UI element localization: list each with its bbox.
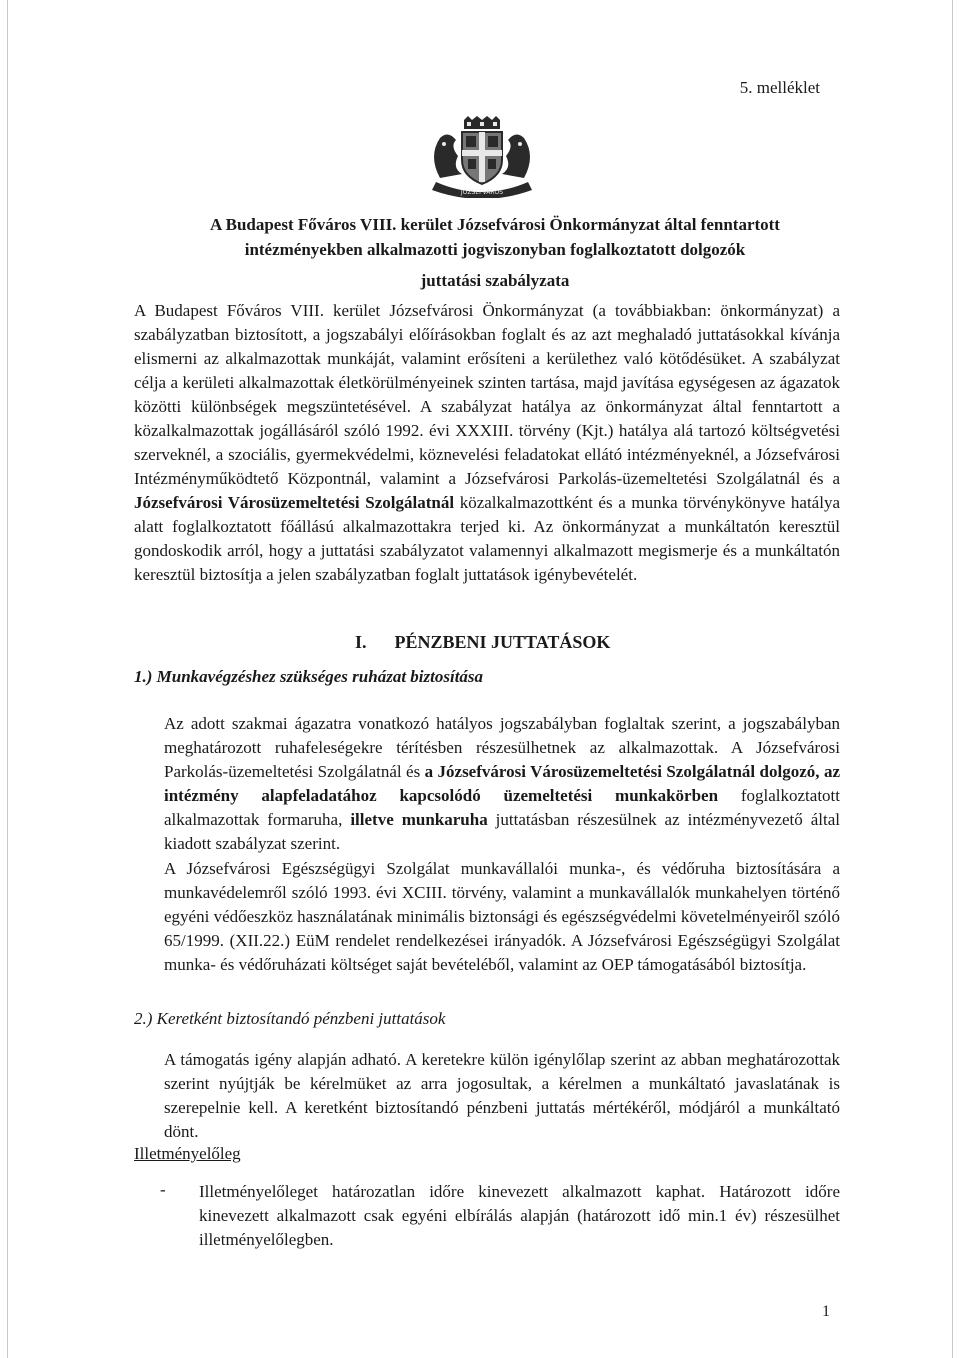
annex-label: 5. melléklet (739, 78, 820, 97)
subsection-1-heading: 1.) Munkavégzéshez szükséges ruházat biztosítása (134, 667, 484, 686)
document-title-line-3: juttatási szabályzata (420, 271, 570, 290)
sub1-text-e: juttatásban részesülnek az intézményvezető által kiadott szabályzat szerint. (164, 810, 840, 853)
intro-text-1: A Budapest Főváros VIII. kerület Józsefvárosi Önkormányzat (a továbbiakban: önkormányzat) a szabályzatban biztosított, a jogszabályi előírásokban foglalt és az azt meghaladó juttatásokkal kívánja elismerni az alkalmazottak munkáját, valamint erősíteni a kerülethez való kötődésüket. A szabályzat célja a kerületi alkalmazottak életkörülményeinek szinten tartása, majd javítása egységesen az ágazatok közötti különbségek megszüntetésével. (134, 301, 840, 416)
salary-advance-text: Illetményelőleget határozatlan időre kinevezett alkalmazott kaphat. Határozott időre kinevezett alkalmazott csak egyéni elbírálás alapján (határozott idő min.1 év) részesülhet illetményelőlegben. (199, 1182, 840, 1249)
subsection-2-heading: 2.) Keretként biztosítandó pénzbeni juttatások (134, 1009, 446, 1028)
sub1-text-b: a Józsefvárosi Városüzemeltetési Szolgálatnál dolgozó, az intézmény alapfeladatához kapcsolódó üzemeltetési munkakörben (164, 762, 840, 805)
intro-paragraph (134, 299, 840, 587)
sub1-text-a: Az adott szakmai ágazatra vonatkozó hatályos jogszabályban foglaltak szerint, a jogszabályban meghatározott ruhafeleségekre térítésben részesülhetnek az alkalmazottak. A Józsefvárosi Parkolás-üzemeltetési Szolgálatnál és (164, 714, 840, 781)
section-number: I. (355, 632, 367, 652)
document-title-line-2: intézményekben alkalmazotti jogviszonyban foglalkoztatott dolgozók (244, 240, 746, 259)
scan-edge-right (952, 0, 953, 1358)
crest-banner-text: JÓZSEFVÁROS (460, 189, 504, 196)
list-dash: - (160, 1180, 166, 1199)
intro-text-2a: A szabályzat hatálya az önkormányzat által fenntartott a közalkalmazottak jogállásáról szóló 1992. évi XXXIII. törvény (Kjt.) hatálya alá tartozó költségvetési szerveknél, a szociális, gyermekvédelmi, köznevelési feladatokat ellátó intézményeknél, a Józsefvárosi Intézményműködtető Központnál, valamint a Józsefvárosi Parkolás-üzemeltetési Szolgálatnál és a (134, 397, 841, 488)
salary-advance-heading: Illetményelőleg (134, 1144, 241, 1163)
intro-text-2c: közalkalmazottként és a munka törvénykönyve hatálya alatt foglalkoztatott főállású alkalmazottakra terjed ki. Az önkormányzat a munkáltatón keresztül gondoskodik arról, hogy a juttatási szabályzatot valamennyi alkalmazott megismerje és a munkáltatón keresztül biztosítja a jelen szabályzatban foglalt juttatások igénybevételét. (134, 493, 840, 584)
section-heading (355, 632, 610, 653)
sub1-text-c: foglalkoztatott alkalmazottak formaruha, (164, 786, 840, 829)
sub1-text-d: illetve munkaruha (350, 810, 488, 829)
intro-text-2b: Józsefvárosi Városüzemeltetési Szolgálatnál (134, 493, 455, 512)
subsection-2-paragraph: A támogatás igény alapján adható. A keretekre külön igénylőlap szerint az abban meghatározottak szerint nyújtják be kérelmüket az arra jogosultak, a kérelmen a munkáltató javaslatának is szerepelnie kell. A keretként biztosítandó pénzbeni juttatás mértékéről, módjáról a munkáltató dönt. (164, 1050, 840, 1141)
subsection-1-paragraph-2: A Józsefvárosi Egészségügyi Szolgálat munkavállalói munka-, és védőruha biztosítására a munkavédelemről szóló 1993. évi XCIII. törvény, valamint a munkavállalók munkahelyen történő egyéni védőeszköz használatának minimális biztonsági és egészségvédelmi követelményeiről szóló 65/1999. (XII.22.) EüM rendelet rendelkezései irányadók. A Józsefvárosi Egészségügyi Szolgálat munka- és védőruházati költséget saját bevételéből, valamint az OEP támogatásából biztosítja. (164, 859, 840, 974)
section-title: PÉNZBENI JUTTATÁSOK (394, 632, 611, 652)
page-number: 1 (822, 1303, 830, 1320)
scan-edge-left (7, 0, 8, 1358)
document-title-line-1: A Budapest Főváros VIII. kerület Józsefvárosi Önkormányzat által fenntartott (210, 215, 780, 234)
coat-of-arms-icon (422, 116, 542, 198)
subsection-1-paragraph-1 (164, 712, 840, 856)
